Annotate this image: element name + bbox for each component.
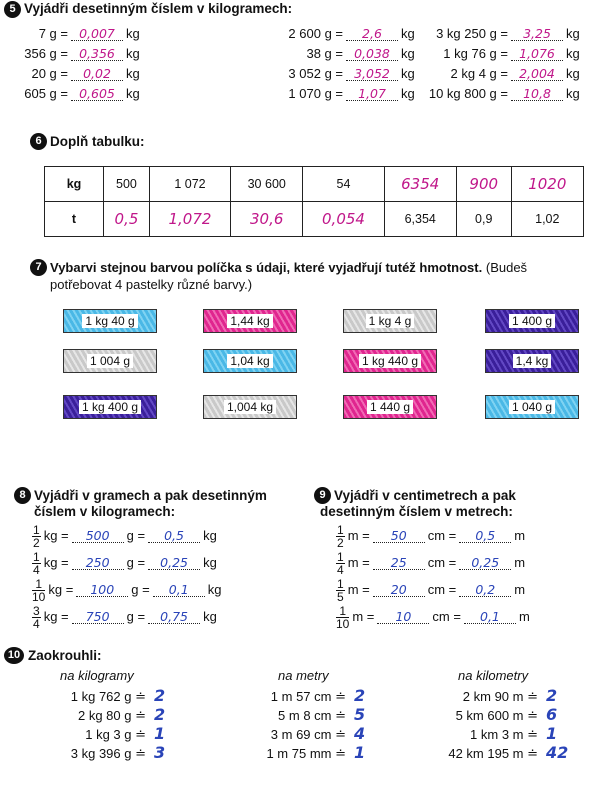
table-cell: 1,02 (511, 202, 583, 237)
color-box-label: 1 kg 4 g (366, 314, 415, 328)
rounding-row (250, 724, 365, 743)
answer-handwritten[interactable]: 6 (546, 705, 558, 724)
fraction-numerator: 1 (33, 523, 40, 537)
rounding-row (250, 705, 365, 724)
fraction-numerator: 1 (336, 605, 349, 618)
row-header-kg: kg (45, 167, 104, 202)
color-box-label: 1 kg 440 g (359, 354, 421, 368)
unit-label: cm = (427, 527, 457, 543)
exercise-5-title: Vyjádři desetinným číslem v kilogramech: (24, 1, 293, 16)
color-box[interactable] (485, 309, 579, 333)
answer-field[interactable]: 0,75 (148, 611, 200, 624)
answer-field[interactable]: 0,1 (153, 584, 205, 597)
unit-label: cm = (427, 581, 457, 597)
color-box[interactable] (63, 349, 157, 373)
fraction (336, 551, 345, 576)
answer-handwritten[interactable]: 2 (546, 686, 558, 705)
unit-label: kg (566, 26, 580, 41)
answer-handwritten[interactable]: 1 (154, 724, 166, 743)
exercise-number-6: 6 (30, 133, 47, 150)
conversion-row (210, 86, 415, 106)
unit-label: g = (126, 554, 146, 570)
unit-label: kg = (43, 527, 69, 543)
color-box[interactable] (343, 309, 437, 333)
answer-field[interactable]: 750 (72, 611, 124, 624)
unit-label: g = (126, 527, 146, 543)
exercise-7-heading (50, 260, 527, 275)
answer-field[interactable]: 0,038 (346, 48, 398, 61)
fraction (336, 524, 345, 549)
answer-field[interactable]: 0,1 (464, 611, 516, 624)
exercise-7-title: Vybarvi stejnou barvou políčka s údaji, které vyjadřují tutéž hmotnost. (50, 260, 483, 275)
exercise-number-9: 9 (314, 487, 331, 504)
fraction-denominator: 10 (32, 590, 46, 604)
row-question: 2 600 g = (288, 26, 343, 41)
rounding-row (54, 743, 165, 762)
fraction-numerator: 3 (33, 604, 40, 618)
fraction-row (336, 551, 525, 577)
unit-label: m (514, 554, 526, 570)
answer-handwritten[interactable]: 1 (354, 743, 366, 762)
exercise-8-title-line1: Vyjádři v gramech a pak desetinným (34, 488, 267, 503)
group-heading: na kilogramy (60, 668, 134, 683)
fraction-numerator: 1 (337, 577, 344, 591)
answer-field[interactable]: 0,25 (148, 557, 200, 570)
conversion-row (210, 66, 415, 86)
conversion-row (10, 26, 140, 46)
conversion-row (400, 86, 580, 106)
fraction-row (336, 605, 530, 631)
answer-field[interactable]: 500 (72, 530, 124, 543)
table-cell: 0,9 (456, 202, 511, 237)
unit-label: g = (126, 608, 146, 624)
table-cell-handwritten[interactable]: 0,054 (303, 202, 384, 237)
conversion-table (44, 166, 584, 237)
color-box[interactable] (203, 395, 297, 419)
row-question: 2 km 90 m ≐ (462, 689, 538, 704)
color-box-label: 1,44 kg (227, 314, 272, 328)
fraction-numerator: 1 (337, 523, 344, 537)
unit-label: m (514, 581, 526, 597)
row-question: 10 kg 800 g = (428, 86, 508, 101)
answer-field[interactable]: 0,2 (459, 584, 511, 597)
unit-label: m = (347, 581, 370, 597)
rounding-row (250, 743, 365, 762)
answer-field[interactable]: 0,605 (71, 88, 123, 101)
answer-field[interactable]: 2,004 (511, 68, 563, 81)
unit-label: kg (203, 608, 217, 624)
answer-field[interactable]: 1,076 (511, 48, 563, 61)
rounding-row (54, 705, 165, 724)
row-question: 1 kg 762 g ≐ (70, 689, 146, 704)
fraction-denominator: 2 (337, 536, 344, 550)
row-question: 605 g = (24, 86, 68, 101)
answer-field[interactable]: 250 (72, 557, 124, 570)
table-cell: 30 600 (231, 167, 303, 202)
rounding-row (440, 686, 557, 705)
unit-label: cm = (432, 608, 461, 624)
answer-handwritten[interactable]: 5 (354, 705, 366, 724)
answer-field[interactable]: 0,356 (71, 48, 123, 61)
table-cell: 1 072 (149, 167, 230, 202)
answer-handwritten[interactable]: 1 (546, 724, 558, 743)
exercise-10-title: Zaokrouhli: (28, 648, 102, 663)
row-question: 42 km 195 m ≐ (448, 746, 538, 761)
conversion-row (10, 66, 140, 86)
unit-label: kg (126, 26, 140, 41)
unit-label: kg (207, 581, 222, 597)
exercise-number-7: 7 (30, 259, 47, 276)
unit-label: m (514, 527, 526, 543)
answer-field[interactable]: 0,25 (459, 557, 511, 570)
unit-label: kg (126, 46, 140, 61)
answer-handwritten[interactable]: 42 (546, 743, 569, 762)
answer-handwritten[interactable]: 2 (154, 686, 166, 705)
unit-label: kg (401, 46, 415, 61)
color-box[interactable] (343, 349, 437, 373)
unit-label: m = (347, 554, 370, 570)
rounding-row (440, 743, 568, 762)
unit-label: kg (126, 86, 140, 101)
row-question: 1 070 g = (288, 86, 343, 101)
row-question: 1 m 57 cm ≐ (270, 689, 346, 704)
color-box[interactable] (203, 309, 297, 333)
unit-label: kg (566, 86, 580, 101)
answer-field[interactable]: 50 (373, 530, 425, 543)
unit-label: kg = (43, 554, 69, 570)
row-question: 7 g = (38, 26, 68, 41)
conversion-row (210, 26, 415, 46)
table-cell-handwritten[interactable]: 1,072 (149, 202, 230, 237)
answer-field[interactable]: 2,6 (346, 28, 398, 41)
answer-field[interactable]: 3,052 (346, 68, 398, 81)
answer-handwritten[interactable]: 4 (354, 724, 366, 743)
color-box[interactable] (63, 309, 157, 333)
unit-label: m = (352, 608, 375, 624)
fraction-numerator: 1 (337, 550, 344, 564)
color-box-label: 1 004 g (87, 354, 133, 368)
table-cell: 54 (303, 167, 384, 202)
row-question: 5 m 8 cm ≐ (278, 708, 346, 723)
rounding-row (54, 724, 165, 743)
fraction-denominator: 5 (337, 590, 344, 604)
exercise-8-title-line2: číslem v kilogramech: (34, 504, 176, 519)
fraction (32, 551, 41, 576)
fraction-row (32, 551, 217, 577)
row-question: 3 kg 396 g ≐ (70, 746, 146, 761)
unit-label: m (518, 608, 530, 624)
fraction (336, 578, 345, 603)
rounding-row (54, 686, 165, 705)
fraction (32, 524, 41, 549)
exercise-number-10: 10 (4, 647, 24, 664)
unit-label: m = (347, 527, 370, 543)
color-box[interactable] (485, 395, 579, 419)
table-cell-handwritten[interactable]: 30,6 (231, 202, 303, 237)
unit-label: kg (401, 66, 415, 81)
row-question: 1 m 75 mm ≐ (266, 746, 346, 761)
color-box[interactable] (63, 395, 157, 419)
fraction-denominator: 4 (33, 563, 40, 577)
fraction-row (336, 524, 525, 550)
unit-label: g = (131, 581, 150, 597)
color-box-label: 1 400 g (509, 314, 555, 328)
color-box[interactable] (343, 395, 437, 419)
conversion-row (10, 46, 140, 66)
row-question: 20 g = (31, 66, 68, 81)
unit-label: cm = (427, 554, 457, 570)
color-box-label: 1 kg 40 g (82, 314, 137, 328)
color-box-label: 1,04 kg (227, 354, 272, 368)
conversion-row (10, 86, 140, 106)
answer-handwritten[interactable]: 2 (354, 686, 366, 705)
fraction-denominator: 2 (33, 536, 40, 550)
answer-field[interactable]: 10 (377, 611, 429, 624)
color-box[interactable] (485, 349, 579, 373)
exercise-9-title-line1: Vyjádři v centimetrech a pak (334, 488, 516, 503)
answer-field[interactable]: 10,8 (511, 88, 563, 101)
conversion-row (400, 46, 580, 66)
exercise-6-title: Doplň tabulku: (50, 134, 145, 149)
fraction-row (336, 578, 525, 604)
fraction (336, 605, 349, 630)
fraction-denominator: 4 (33, 617, 40, 631)
row-question: 2 kg 4 g = (450, 66, 508, 81)
answer-field[interactable]: 3,25 (511, 28, 563, 41)
table-row-kg (45, 167, 584, 202)
table-row-t (45, 202, 584, 237)
row-question: 3 m 69 cm ≐ (270, 727, 346, 742)
rounding-row (440, 724, 557, 743)
table-cell-handwritten[interactable]: 1020 (511, 167, 583, 202)
answer-field[interactable]: 0,5 (459, 530, 511, 543)
exercise-7-note-line2: potřebovat 4 pastelky různé barvy.) (50, 277, 253, 292)
unit-label: kg (401, 26, 415, 41)
row-question: 3 kg 250 g = (436, 26, 508, 41)
unit-label: kg (126, 66, 140, 81)
table-cell: 6,354 (384, 202, 456, 237)
answer-field[interactable]: 0,02 (71, 68, 123, 81)
answer-handwritten[interactable]: 2 (154, 705, 166, 724)
unit-label: kg (401, 86, 415, 101)
unit-label: kg = (43, 608, 69, 624)
fraction-denominator: 4 (337, 563, 344, 577)
unit-label: kg (203, 527, 217, 543)
row-question: 3 052 g = (288, 66, 343, 81)
row-question: 1 kg 76 g = (443, 46, 508, 61)
table-cell: 500 (104, 167, 150, 202)
fraction-row (32, 578, 221, 604)
fraction-numerator: 1 (32, 578, 45, 591)
row-header-t: t (45, 202, 104, 237)
unit-label: kg (566, 66, 580, 81)
fraction (32, 605, 41, 630)
table-cell-handwritten[interactable]: 6354 (384, 167, 456, 202)
row-question: 356 g = (24, 46, 68, 61)
table-cell-handwritten[interactable]: 0,5 (104, 202, 150, 237)
answer-field[interactable]: 100 (76, 584, 128, 597)
exercise-9-title-line2: desetinným číslem v metrech: (320, 504, 513, 519)
color-box[interactable] (203, 349, 297, 373)
group-heading: na metry (278, 668, 329, 683)
answer-field[interactable]: 0,007 (71, 28, 123, 41)
color-box-label: 1,4 kg (513, 354, 552, 368)
row-question: 1 kg 3 g ≐ (85, 727, 146, 742)
answer-field[interactable]: 0,5 (148, 530, 200, 543)
conversion-row (400, 66, 580, 86)
unit-label: kg (566, 46, 580, 61)
fraction-row (32, 605, 217, 631)
exercise-number-5: 5 (4, 1, 21, 18)
conversion-row (400, 26, 580, 46)
fraction (32, 578, 45, 603)
row-question: 1 km 3 m ≐ (470, 727, 538, 742)
conversion-row (210, 46, 415, 66)
rounding-row (440, 705, 557, 724)
rounding-row (250, 686, 365, 705)
row-question: 2 kg 80 g ≐ (78, 708, 146, 723)
row-question: 5 km 600 m ≐ (455, 708, 538, 723)
color-box-label: 1 040 g (509, 400, 555, 414)
answer-handwritten[interactable]: 3 (154, 743, 166, 762)
fraction-denominator: 10 (336, 617, 350, 631)
color-box-label: 1,004 kg (224, 400, 276, 414)
table-cell-handwritten[interactable]: 900 (456, 167, 511, 202)
unit-label: kg (203, 554, 217, 570)
color-box-label: 1 kg 400 g (79, 400, 141, 414)
fraction-numerator: 1 (33, 550, 40, 564)
unit-label: kg = (48, 581, 74, 597)
answer-field[interactable]: 1,07 (346, 88, 398, 101)
exercise-number-8: 8 (14, 487, 31, 504)
exercise-7-note: (Budeš (485, 260, 528, 275)
row-question: 38 g = (306, 46, 343, 61)
group-heading: na kilometry (458, 668, 529, 683)
answer-field[interactable]: 25 (373, 557, 425, 570)
answer-field[interactable]: 20 (373, 584, 425, 597)
fraction-row (32, 524, 217, 550)
color-box-label: 1 440 g (367, 400, 413, 414)
